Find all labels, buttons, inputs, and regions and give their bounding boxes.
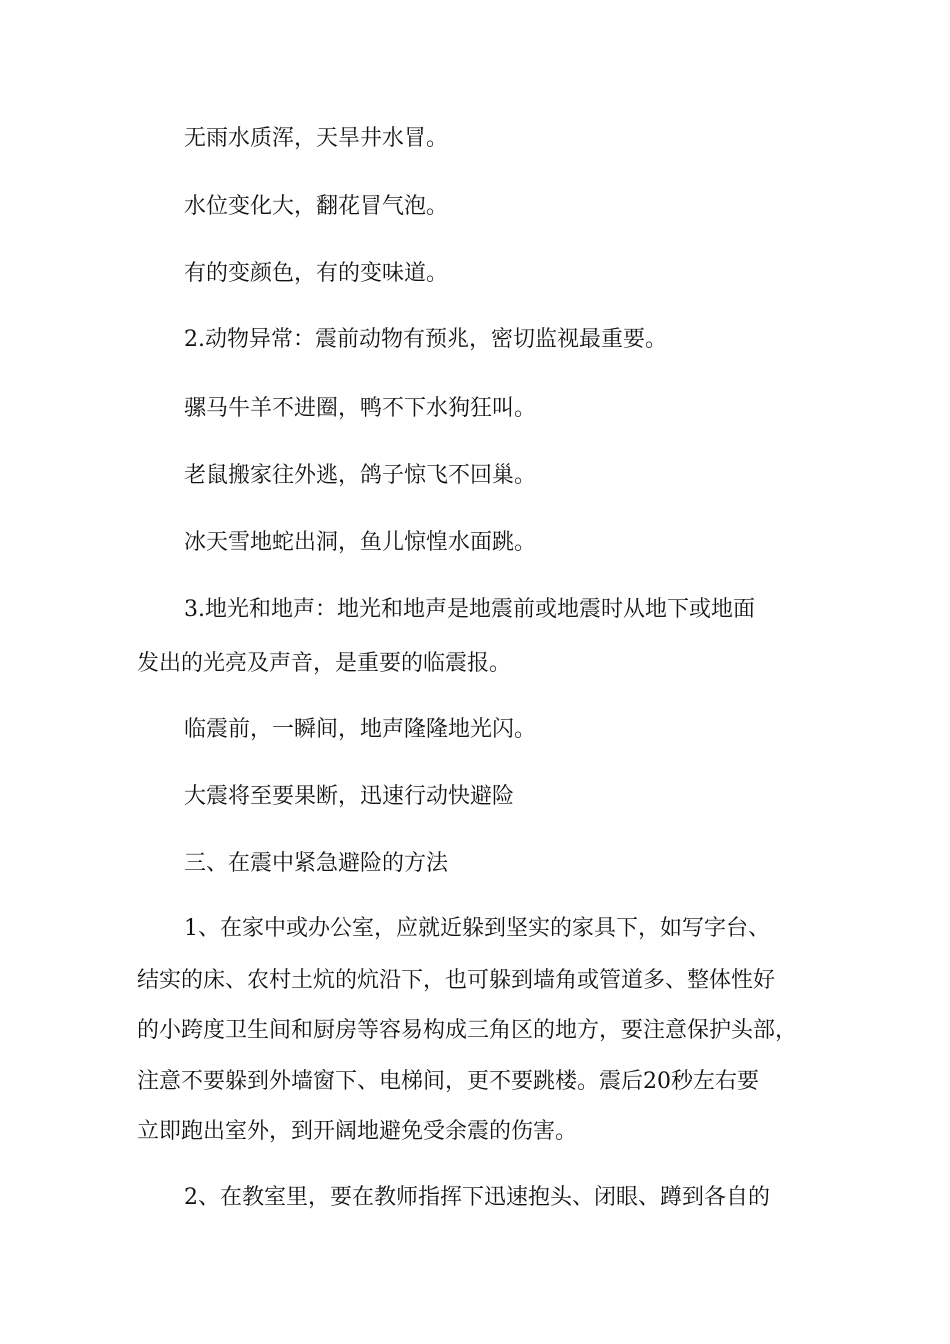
verse-line: 骡马牛羊不进圈，鸭不下水狗狂叫。 bbox=[184, 396, 537, 421]
verse-line: 有的变颜色，有的变味道。 bbox=[184, 261, 449, 286]
verse-line: 临震前，一瞬间，地声隆隆地光闪。 bbox=[184, 717, 537, 742]
paragraph-line: 立即跑出室外，到开阔地避免受余震的伤害。 bbox=[137, 1119, 578, 1144]
section-heading: 三、在震中紧急避险的方法 bbox=[184, 851, 449, 876]
section-heading: 2.动物异常：震前动物有预兆，密切监视最重要。 bbox=[184, 327, 667, 352]
paragraph-line: 结实的床、农村土炕的炕沿下，也可躲到墙角或管道多、整体性好 bbox=[137, 968, 776, 993]
paragraph-line: 的小跨度卫生间和厨房等容易构成三角区的地方，要注意保护头部， bbox=[137, 1018, 798, 1043]
paragraph-line: 1、在家中或办公室，应就近躲到坚实的家具下，如写字台、 bbox=[184, 916, 770, 941]
paragraph-line: 2、在教室里，要在教师指挥下迅速抱头、闭眼、蹲到各自的 bbox=[184, 1185, 770, 1210]
paragraph-line: 3.地光和地声：地光和地声是地震前或地震时从地下或地面 bbox=[184, 597, 755, 622]
paragraph-line: 注意不要躲到外墙窗下、电梯间，更不要跳楼。震后20秒左右要 bbox=[137, 1069, 759, 1094]
verse-line: 老鼠搬家往外逃，鸽子惊飞不回巢。 bbox=[184, 463, 537, 488]
verse-line: 无雨水质浑，天旱井水冒。 bbox=[184, 126, 449, 151]
verse-line: 大震将至要果断，迅速行动快避险 bbox=[184, 784, 515, 809]
verse-line: 水位变化大，翻花冒气泡。 bbox=[184, 194, 449, 219]
verse-line: 冰天雪地蛇出洞，鱼儿惊惶水面跳。 bbox=[184, 530, 537, 555]
paragraph-line: 发出的光亮及声音，是重要的临震报。 bbox=[137, 651, 512, 676]
